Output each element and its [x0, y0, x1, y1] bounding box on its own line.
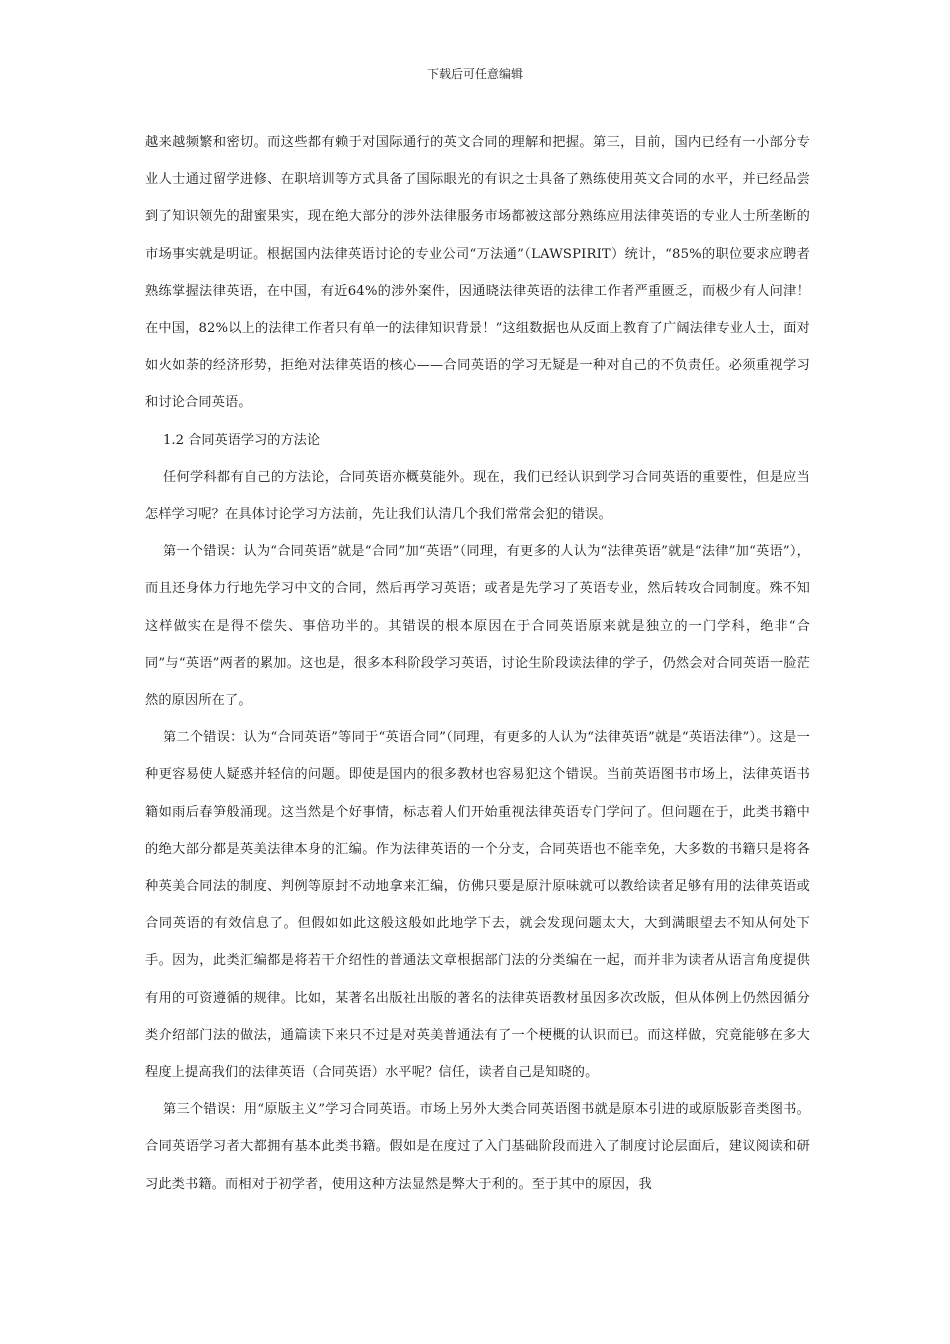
page-header: 下载后可任意编辑 — [426, 67, 523, 81]
body-paragraph: 任何学科都有自己的方法论，合同英语亦概莫能外。现在，我们已经认识到学习合同英语的重要性，但是应当怎样学习呢？在具体讨论学习方法前，先让我们认清几个我们常常会犯的错误。 — [145, 469, 810, 523]
body-paragraph: 越来越频繁和密切。而这些都有赖于对国际通行的英文合同的理解和把握。第三，目前，国内已经有一小部分专业人士通过留学进修、在职培训等方式具备了国际眼光的有识之士具备了熟练使用英文合同的水平，并已经品尝到了知识领先的甜蜜果实，现在绝大部分的涉外法律服务市场都被这部分熟练应用法律英语的专业人士所垄断的市场事实就是明证。根据国内法律英语讨论的专业公司“万法通”（LAWSPIRIT）统计，“85%的职位要求应聘者熟练掌握法律英语，在中国，有近64%的涉外案件，因通晓法律英语的法律工作者严重匮乏，而极少有人问津！在中国，82%以上的法律工作者只有单一的法律知识背景！”这组数据也从反面上教育了广阔法律专业人士，面对如火如荼的经济形势，拒绝对法律英语的核心——合同英语的学习无疑是一种对自己的不负责任。必须重视学习和讨论合同英语。 — [145, 135, 810, 411]
document-body — [145, 124, 810, 1203]
section-heading: 1.2 合同英语学习的方法论 — [163, 432, 321, 448]
body-paragraph: 第三个错误：用“原版主义”学习合同英语。市场上另外大类合同英语图书就是原本引进的或原版影音类图书。合同英语学习者大都拥有基本此类书籍。假如是在度过了入门基础阶段而进入了制度讨论层面后，建议阅读和研习此类书籍。而相对于初学者，使用这种方法显然是弊大于利的。至于其中的原因，我 — [145, 1102, 810, 1192]
body-paragraph: 第一个错误：认为“合同英语”就是“合同”加“英语”（同理，有更多的人认为“法律英语”就是“法律”加“英语”），而且还身体力行地先学习中文的合同，然后再学习英语；或者是先学习了英语专业，然后转攻合同制度。殊不知这样做实在是得不偿失、事倍功半的。其错误的根本原因在于合同英语原来就是独立的一门学科，绝非“合同”与“英语”两者的累加。这也是，很多本科阶段学习英语，讨论生阶段读法律的学子，仍然会对合同英语一脸茫然的原因所在了。 — [145, 544, 810, 709]
body-paragraph: 第二个错误：认为“合同英语”等同于“英语合同”（同理，有更多的人认为“法律英语”就是“英语法律”）。这是一种更容易使人疑惑并轻信的问题。即使是国内的很多教材也容易犯这个错误。当前英语图书市场上，法律英语书籍如雨后春笋般涌现。这当然是个好事情，标志着人们开始重视法律英语专门学问了。但问题在于，此类书籍中的绝大部分都是英美法律本身的汇编。作为法律英语的一个分支，合同英语也不能幸免，大多数的书籍只是将各种英美合同法的制度、判例等原封不动地拿来汇编，仿佛只要是原汁原味就可以教给读者足够有用的法律英语或合同英语的有效信息了。但假如如此这般这般如此地学下去，就会发现问题太大，大到满眼望去不知从何处下手。因为，此类汇编都是将若干介绍性的普通法文章根据部门法的分类编在一起，而并非为读者从语言角度提供有用的可资遵循的规律。比如，某著名出版社出版的著名的法律英语教材虽因多次改版，但从体例上仍然因循分类介绍部门法的做法，通篇读下来只不过是对英美普通法有了一个梗概的认识而已。而这样做，究竟能够在多大程度上提高我们的法律英语（合同英语）水平呢？信任，读者自己是知晓的。 — [145, 730, 810, 1081]
